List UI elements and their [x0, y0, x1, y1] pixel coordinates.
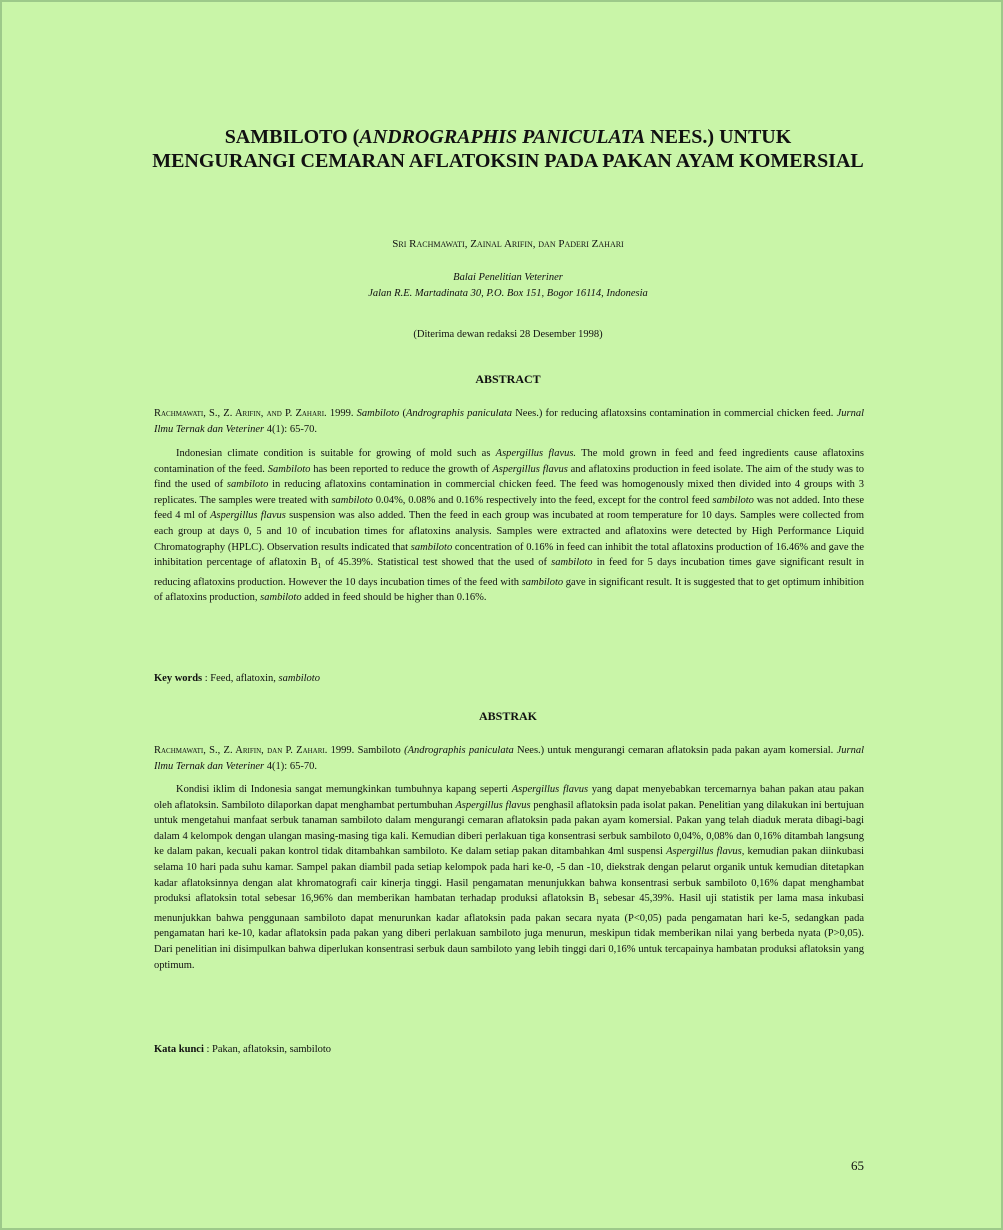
- page-number: 65: [851, 1158, 864, 1173]
- abstract-heading: ABSTRACT: [475, 372, 541, 386]
- abstrak-body: Kondisi iklim di Indonesia sangat memungkinkan tumbuhnya kapang seperti Aspergillus flavus yang dapat menyebabkan tercemarnya bahan pakan atau pakan oleh aflatoksin. Sambiloto dilaporkan dapat menghambat pertumbuhan Aspergillus flavus penghasil aflatoksin pada isolat pakan. Penelitian yang dilakukan ini bertujuan untuk mengetahui manfaat serbuk tanaman sambiloto dalam mengurangi cemaran aflatoksin pada pakan ayam komersial. Pakan yang telah diaduk merata dibagi-bagi dalam 4 kelompok dengan ulangan masing-masing tiga kali. Kemudian diberi perlakuan tiga konsentrasi serbuk sambiloto 0,04%, 0,08% dan 0,16% ditambah langsung ke dalam pakan, kecuali pakan kontrol tidak ditambahkan sambiloto. Ke dalam setiap pakan ditambahkan 4ml suspensi Aspergillus flavus, kemudian pakan diinkubasi selama 10 hari pada suhu kamar. Sampel pakan diambil pada setiap kelompok pada hari ke-0, -5 dan -10, diekstrak dengan pelarut organik untuk kemudian ditetapkan kadar aflatoksinnya dengan alat khromatografi cair kinerja tinggi. Hasil pengamatan menunjukkan bahwa konsentrasi serbuk sambiloto 0,16% dapat menghambat produksi aflatoksin total sebesar 16,96% dan memberikan hambatan terhadap produksi aflatoksin $B_1$ sebesar 45,39%. Hasil uji statistik per lama masa inkubasi menunjukkan bahwa penggunaan sambiloto dapat menurunkan kadar aflatoksin pada pakan secara nyata (P<0,05) pada pengamatan hari ke-5, sedangkan pada pengamatan hari ke-10, kadar aflatoksin pada pakan yang diberi perlakuan sambiloto juga menurun, meskipun tidak memberikan nilai yang berbeda nyata (P>0,05). Dari penelitian ini disimpulkan bahwa diperlukan konsentrasi serbuk daun sambiloto yang lebih tinggi dari 0,16% untuk tercapainya hambatan produksi aflatoksin yang optimum.: [154, 784, 864, 971]
- affiliation-address: Jalan R.E. Martadinata 30, P.O. Box 151, Bogor 16114, Indonesia: [368, 288, 648, 299]
- author-list: Sri Rachmawati, Zainal Arifin, dan Paderi Zahari: [392, 238, 624, 250]
- paper-title: SAMBILOTO (ANDROGRAPHIS PANICULATA NEES.) UNTUK MENGURANGI CEMARAN AFLATOKSIN PADA PAKAN AYAM KOMERSIAL: [152, 126, 864, 172]
- abstrak-citation: Rachmawati, S., Z. Arifin, dan P. Zahari. 1999. Sambiloto (Andrographis paniculata Nees.) untuk mengurangi cemaran aflatoksin pada pakan ayam komersial. Jurnal Ilmu Ternak dan Veteriner 4(1): 65-70.: [154, 745, 864, 772]
- abstrak-heading: ABSTRAK: [478, 709, 537, 723]
- received-date: (Diterima dewan redaksi 28 Desember 1998): [413, 329, 603, 340]
- title-species: ANDROGRAPHIS PANICULATA: [359, 126, 646, 148]
- abstract-keywords: Key words : Feed, aflatoxin, sambiloto: [154, 673, 320, 684]
- abstract-citation: Rachmawati, S., Z. Arifin, and P. Zahari. 1999. Sambiloto (Andrographis paniculata Nees.) for reducing aflatoxsins contamination in commercial chicken feed. Jurnal Ilmu Ternak dan Veteriner 4(1): 65-70.: [154, 408, 865, 435]
- affiliation: [152, 270, 864, 302]
- abstract-body: Indonesian climate condition is suitable for growing of mold such as Aspergillus flavus. The mold grown in feed and feed ingredients cause aflatoxins contamination of the feed. Sambiloto has been reported to reduce the growth of Aspergillus flavus and aflatoxins production in feed isolate. The aim of the study was to find the used of sambiloto in reducing aflatoxins contamination in commercial chicken feed. The feed was homogenously mixed then divided into 4 groups with 3 replicates. The samples were treated with sambiloto 0.04%, 0.08% and 0.16% respectively into the feed, except for the control feed sambiloto was not added. Into these feed 4 ml of Aspergillus flavus suspension was also added. Then the feed in each group was incubated at room temperature for 10 days. Samples were collected from each group at days 0, 5 and 10 of incubation times for aflatoxins analysis. Samples were extracted and aflatoxins were detected by High Performance Liquid Chromatography (HPLC). Observation results indicated that sambiloto concentration of 0.16% in feed can inhibit the total aflatoxins production of 16.46% and gave the inhibitation percentage of aflatoxin $B_1$ of 45.39%. Statistical test showed that the used of sambiloto in feed for 5 days incubation times gave significant result in reducing aflatoxins production. However the 10 days incubation times of the feed with sambiloto gave in significant result. It is suggested that to get optimum inhibition of aflatoxins production, sambiloto added in feed should be higher than 0.16%.: [154, 448, 865, 604]
- affiliation-institute: Balai Penelitian Veteriner: [453, 272, 563, 283]
- abstrak-keywords: Kata kunci : Pakan, aflatoksin, sambiloto: [154, 1044, 332, 1055]
